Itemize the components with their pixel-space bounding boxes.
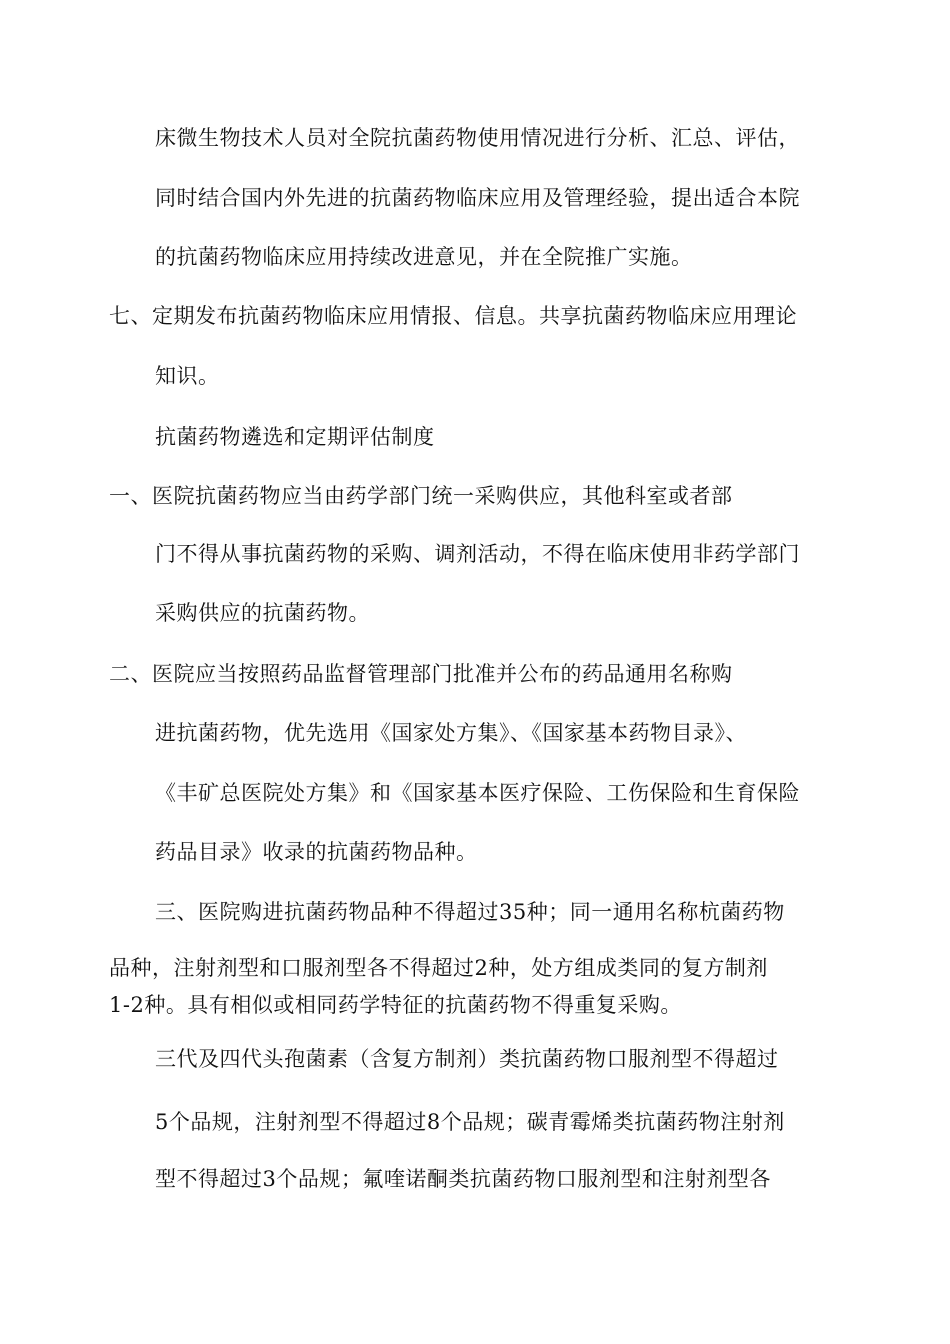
- text-line: 品种，注射剂型和口服剂型各不得超过2种，处方组成类同的复方制剂: [109, 956, 768, 980]
- text-line: 进抗菌药物，优先选用《国家处方集》、《国家基本药物目录》、: [155, 721, 747, 745]
- text-line: 门不得从事抗菌药物的采购、调剂活动，不得在临床使用非药学部门: [155, 542, 800, 566]
- text-line: 一、医院抗菌药物应当由药学部门统一采购供应，其他科室或者部: [109, 484, 733, 508]
- text-line: 5个品规，注射剂型不得超过8个品规；碳青霉烯类抗菌药物注射剂: [155, 1110, 785, 1134]
- text-line: 型不得超过3个品规；氟喹诺酮类抗菌药物口服剂型和注射剂型各: [155, 1167, 771, 1191]
- text-line: 知识。: [155, 364, 220, 388]
- text-line: 药品目录》收录的抗菌药物品种。: [155, 840, 478, 864]
- text-line: 三、医院购进抗菌药物品种不得超过35种；同一通用名称杭菌药物: [155, 900, 785, 924]
- text-line: 三代及四代头孢菌素（含复方制剂）类抗菌药物口服剂型不得超过: [155, 1047, 779, 1071]
- text-line: 的抗菌药物临床应用持续改进意见，并在全院推广实施。: [155, 245, 693, 269]
- text-line: 床微生物技术人员对全院抗菌药物使用情况进行分析、汇总、评估，: [155, 126, 800, 150]
- section-heading: 抗菌药物遴选和定期评估制度: [155, 425, 435, 449]
- text-line: 同时结合国内外先进的抗菌药物临床应用及管理经验，提出适合本院: [155, 186, 800, 210]
- text-line: 1-2种。具有相似或相同药学特征的抗菌药物不得重复采购。: [109, 993, 682, 1017]
- text-line: 采购供应的抗菌药物。: [155, 601, 370, 625]
- text-line: 七、定期发布抗菌药物临床应用情报、信息。共享抗菌药物临床应用理论: [109, 304, 797, 328]
- text-line: 二、医院应当按照药品监督管理部门批准并公布的药品通用名称购: [109, 662, 733, 686]
- text-line: 《丰矿总医院处方集》和《国家基本医疗保险、工伤保险和生育保险: [155, 781, 800, 805]
